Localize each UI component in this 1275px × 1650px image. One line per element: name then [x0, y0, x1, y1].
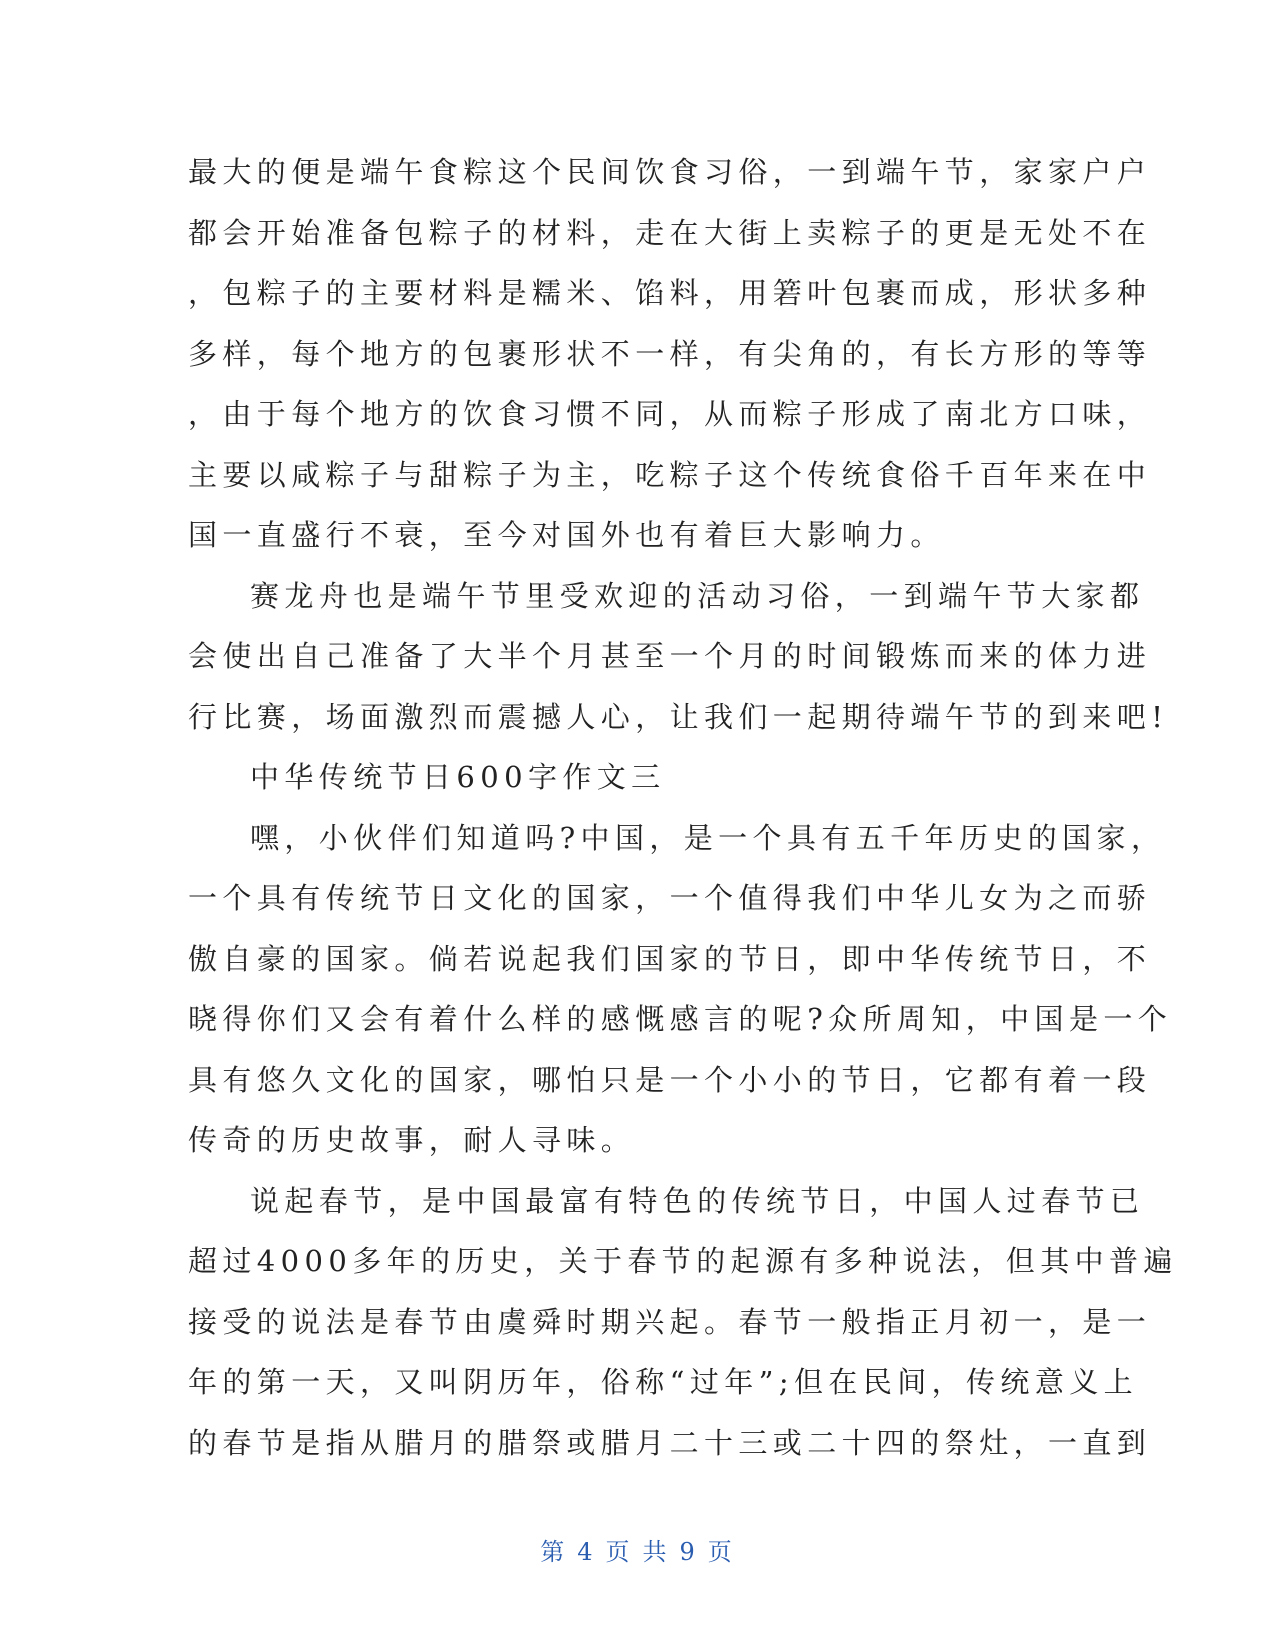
- text-line: 行比赛，场面激烈而震撼人心，让我们一起期待端午节的到来吧!: [188, 699, 1169, 734]
- text-line: ，包粽子的主要材料是糯米、馅料，用箬叶包裹而成，形状多种: [188, 276, 1152, 310]
- text-line: 最大的便是端午食粽这个民间饮食习俗，一到端午节，家家户户: [188, 155, 1152, 189]
- text-line: 多样，每个地方的包裹形状不一样，有尖角的，有长方形的等等: [188, 336, 1152, 371]
- text-line: 传奇的历史故事，耐人寻味。: [188, 1123, 636, 1157]
- text-line: 傲自豪的国家。倘若说起我们国家的节日，即中华传统节日，不: [188, 941, 1152, 976]
- text-line: 具有悠久文化的国家，哪怕只是一个小小的节日，它都有着一段: [188, 1062, 1152, 1097]
- text-line: 国一直盛行不衰，至今对国外也有着巨大影响力。: [188, 518, 945, 552]
- text-line: 说起春节，是中国最富有特色的传统节日，中国人过春节已: [250, 1183, 1145, 1218]
- footer-total-prefix: 共: [642, 1538, 670, 1566]
- text-line: ，由于每个地方的饮食习惯不同，从而粽子形成了南北方口味，: [188, 397, 1152, 431]
- text-line: 中华传统节日600字作文三: [250, 760, 666, 794]
- text-line: 一个具有传统节日文化的国家，一个值得我们中华儿女为之而骄: [188, 881, 1152, 915]
- text-line: 的春节是指从腊月的腊祭或腊月二十三或二十四的祭灶，一直到: [188, 1425, 1152, 1460]
- footer-total-pages: 9: [679, 1538, 698, 1566]
- text-line: 接受的说法是春节由虞舜时期兴起。春节一般指正月初一，是一: [188, 1304, 1152, 1339]
- text-line: 主要以咸粽子与甜粽子为主，吃粽子这个传统食俗千百年来在中: [188, 457, 1152, 492]
- footer-current-page: 4: [577, 1538, 596, 1566]
- text-line: 会使出自己准备了大半个月甚至一个月的时间锻炼而来的体力进: [188, 639, 1152, 673]
- text-line: 嘿，小伙伴们知道吗?中国，是一个具有五千年历史的国家，: [250, 820, 1166, 855]
- footer-prefix: 第: [540, 1538, 568, 1566]
- page-footer: [0, 1532, 1275, 1567]
- text-line: 年的第一天，又叫阴历年，俗称“过年”;但在民间，传统意义上: [188, 1365, 1139, 1399]
- footer-total-suffix: 页: [707, 1538, 735, 1566]
- text-line: 都会开始准备包粽子的材料，走在大街上卖粽子的更是无处不在: [188, 215, 1152, 250]
- text-line: 超过4000多年的历史，关于春节的起源有多种说法，但其中普遍: [188, 1244, 1178, 1278]
- footer-page-word: 页: [605, 1538, 633, 1566]
- document-body: [188, 142, 1178, 1473]
- text-line: 晓得你们又会有着什么样的感慨感言的呢?众所周知，中国是一个: [188, 1002, 1173, 1036]
- text-line: 赛龙舟也是端午节里受欢迎的活动习俗，一到端午节大家都: [250, 578, 1145, 613]
